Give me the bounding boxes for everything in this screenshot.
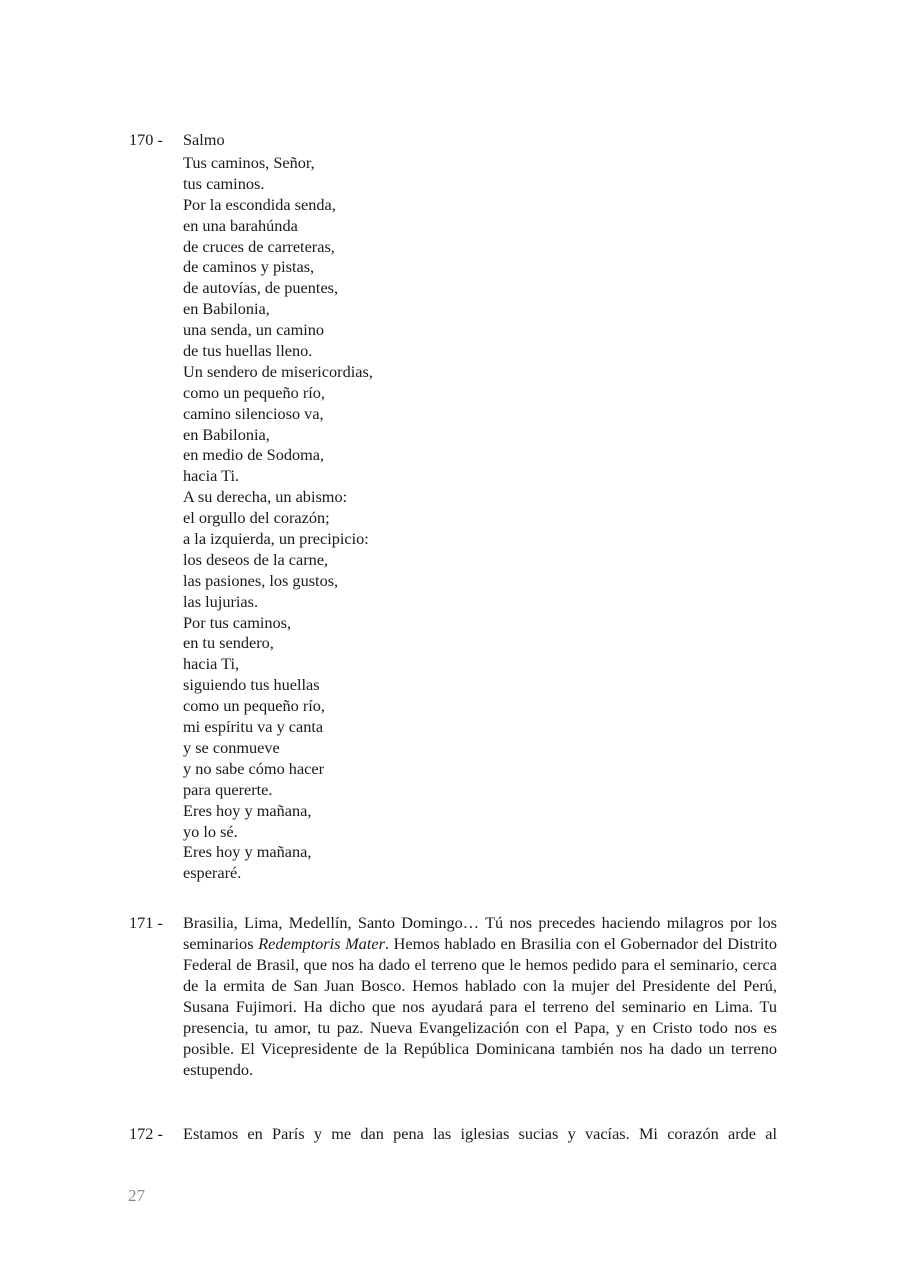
poem-line: en tu sendero, xyxy=(183,633,274,653)
entry-171 xyxy=(129,912,777,1080)
entry-172 xyxy=(129,1123,777,1144)
poem-line: de tus huellas lleno. xyxy=(183,341,313,361)
poem-line: yo lo sé. xyxy=(183,821,238,841)
poem-line: de cruces de carreteras, xyxy=(183,236,335,256)
poem-line: los deseos de la carne, xyxy=(183,549,329,569)
poem-line: hacia Ti, xyxy=(183,654,240,674)
entry-title: Salmo xyxy=(183,130,225,149)
poem-line: y no sabe cómo hacer xyxy=(183,758,325,778)
poem-line: mi espíritu va y canta xyxy=(183,717,324,737)
italic-text: Redemptoris Mater xyxy=(258,934,385,953)
poem-line: Un sendero de misericordias, xyxy=(183,361,373,381)
poem-line: para quererte. xyxy=(183,779,273,799)
entry-body xyxy=(183,129,777,884)
page-number: 27 xyxy=(128,1186,145,1205)
poem-line: Eres hoy y mañana, xyxy=(183,842,312,862)
entry-170 xyxy=(129,129,777,884)
poem-line: esperaré. xyxy=(183,863,242,883)
poem xyxy=(183,153,777,884)
poem-line: en Babilonia, xyxy=(183,424,270,444)
poem-line: de autovías, de puentes, xyxy=(183,278,339,298)
poem-line: en Babilonia, xyxy=(183,299,270,319)
poem-line: en una barahúnda xyxy=(183,215,298,235)
poem-line: en medio de Sodoma, xyxy=(183,445,325,465)
paragraph-text: Brasilia, Lima, Medellín, Santo Domingo… Tú nos precedes haciendo milagros por los seminarios xyxy=(183,913,777,953)
poem-line: siguiendo tus huellas xyxy=(183,675,320,695)
poem-line: y se conmueve xyxy=(183,737,280,757)
poem-line: las pasiones, los gustos, xyxy=(183,570,339,590)
poem-line: como un pequeño río, xyxy=(183,696,325,716)
entry-number: 172 - xyxy=(129,1124,163,1143)
poem-line: una senda, un camino xyxy=(183,320,325,340)
entry-number: 170 - xyxy=(129,130,163,149)
poem-line: A su derecha, un abismo: xyxy=(183,487,348,507)
poem-line: Eres hoy y mañana, xyxy=(183,800,312,820)
poem-line: camino silencioso va, xyxy=(183,403,324,423)
poem-line: a la izquierda, un precipicio: xyxy=(183,529,369,549)
entry-number: 171 - xyxy=(129,913,163,932)
poem-line: de caminos y pistas, xyxy=(183,257,315,277)
poem-line: Por tus caminos, xyxy=(183,612,292,632)
poem-line: las lujurias. xyxy=(183,591,259,611)
entry-body xyxy=(183,1123,777,1144)
poem-line: el orgullo del corazón; xyxy=(183,508,330,528)
entry-body xyxy=(183,912,777,1080)
poem-line: como un pequeño río, xyxy=(183,382,325,402)
poem-line: Por la escondida senda, xyxy=(183,194,336,214)
entry-paragraph: Estamos en París y me dan pena las iglesias sucias y vacías. Mi corazón arde al xyxy=(183,1124,777,1143)
entry-paragraph xyxy=(183,912,777,1080)
paragraph-text: . Hemos hablado en Brasilia con el Gobernador del Distrito Federal de Brasil, que nos ha dado el terreno que le hemos pedido para el seminario, cerca de la ermita de San Juan Bosco. Hemos hablado con la mujer del Presidente del Perú, Susana Fujimori. Ha dicho que nos ayudará para el terreno del seminario en Lima. Tu presencia, tu amor, tu paz. Nueva Evangelización con el Papa, y en Cristo todo nos es posible. El Vicepresidente de la República Dominicana también nos ha dado un terreno estupendo. xyxy=(183,934,778,1079)
poem-line: tus caminos. xyxy=(183,173,265,193)
poem-line: hacia Ti. xyxy=(183,466,240,486)
poem-line: Tus caminos, Señor, xyxy=(183,153,315,172)
